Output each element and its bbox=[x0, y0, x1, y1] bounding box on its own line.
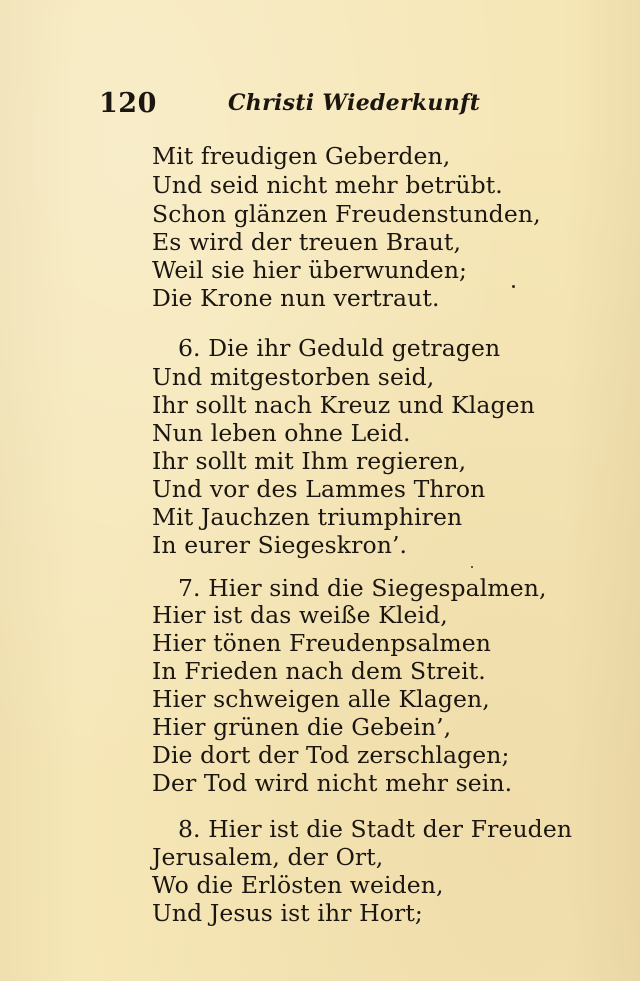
verse-line: Hier grünen die Gebein’, bbox=[152, 713, 452, 741]
verse-line: 7. Hier sind die Siegespalmen, bbox=[178, 574, 547, 602]
verse-line: Und mitgestorben seid, bbox=[152, 363, 435, 391]
verse-line: Hier ist das weiße Kleid, bbox=[152, 601, 448, 629]
verse-line: Die Krone nun vertraut. bbox=[152, 284, 440, 312]
verse-line: Hier schweigen alle Klagen, bbox=[152, 685, 490, 713]
page-number: 120 bbox=[99, 88, 157, 119]
verse-line: Die dort der Tod zerschlagen; bbox=[152, 741, 510, 769]
ink-speck bbox=[512, 285, 515, 288]
verse-line: Mit freudigen Geberden, bbox=[152, 142, 451, 170]
page-header bbox=[0, 88, 640, 122]
verse-line: 6. Die ihr Geduld getragen bbox=[178, 334, 501, 362]
verse-line: 8. Hier ist die Stadt der Freuden bbox=[178, 815, 573, 843]
verse-line: Es wird der treuen Braut, bbox=[152, 228, 462, 256]
verse-line: Und seid nicht mehr betrübt. bbox=[152, 171, 503, 199]
verse-line: Nun leben ohne Leid. bbox=[152, 419, 411, 447]
verse-line: Und Jesus ist ihr Hort; bbox=[152, 899, 423, 927]
verse-line: Jerusalem, der Ort, bbox=[152, 843, 384, 871]
verse-line: Weil sie hier überwunden; bbox=[152, 256, 468, 284]
running-title: Christi Wiederkunft bbox=[228, 90, 481, 116]
verse-line: Schon glänzen Freudenstunden, bbox=[152, 200, 541, 228]
verse-line: Ihr sollt mit Ihm regieren, bbox=[152, 447, 467, 475]
verse-line: Der Tod wird nicht mehr sein. bbox=[152, 769, 513, 797]
verse-line: Ihr sollt nach Kreuz und Klagen bbox=[152, 391, 535, 419]
ink-speck bbox=[471, 566, 473, 568]
verse-line: Wo die Erlösten weiden, bbox=[152, 871, 444, 899]
verse-line: Hier tönen Freudenpsalmen bbox=[152, 629, 491, 657]
verse-line: In eurer Siegeskron’. bbox=[152, 531, 408, 559]
verse-line: Mit Jauchzen triumphiren bbox=[152, 503, 463, 531]
verse-line: Und vor des Lammes Thron bbox=[152, 475, 486, 503]
verse-line: In Frieden nach dem Streit. bbox=[152, 657, 486, 685]
